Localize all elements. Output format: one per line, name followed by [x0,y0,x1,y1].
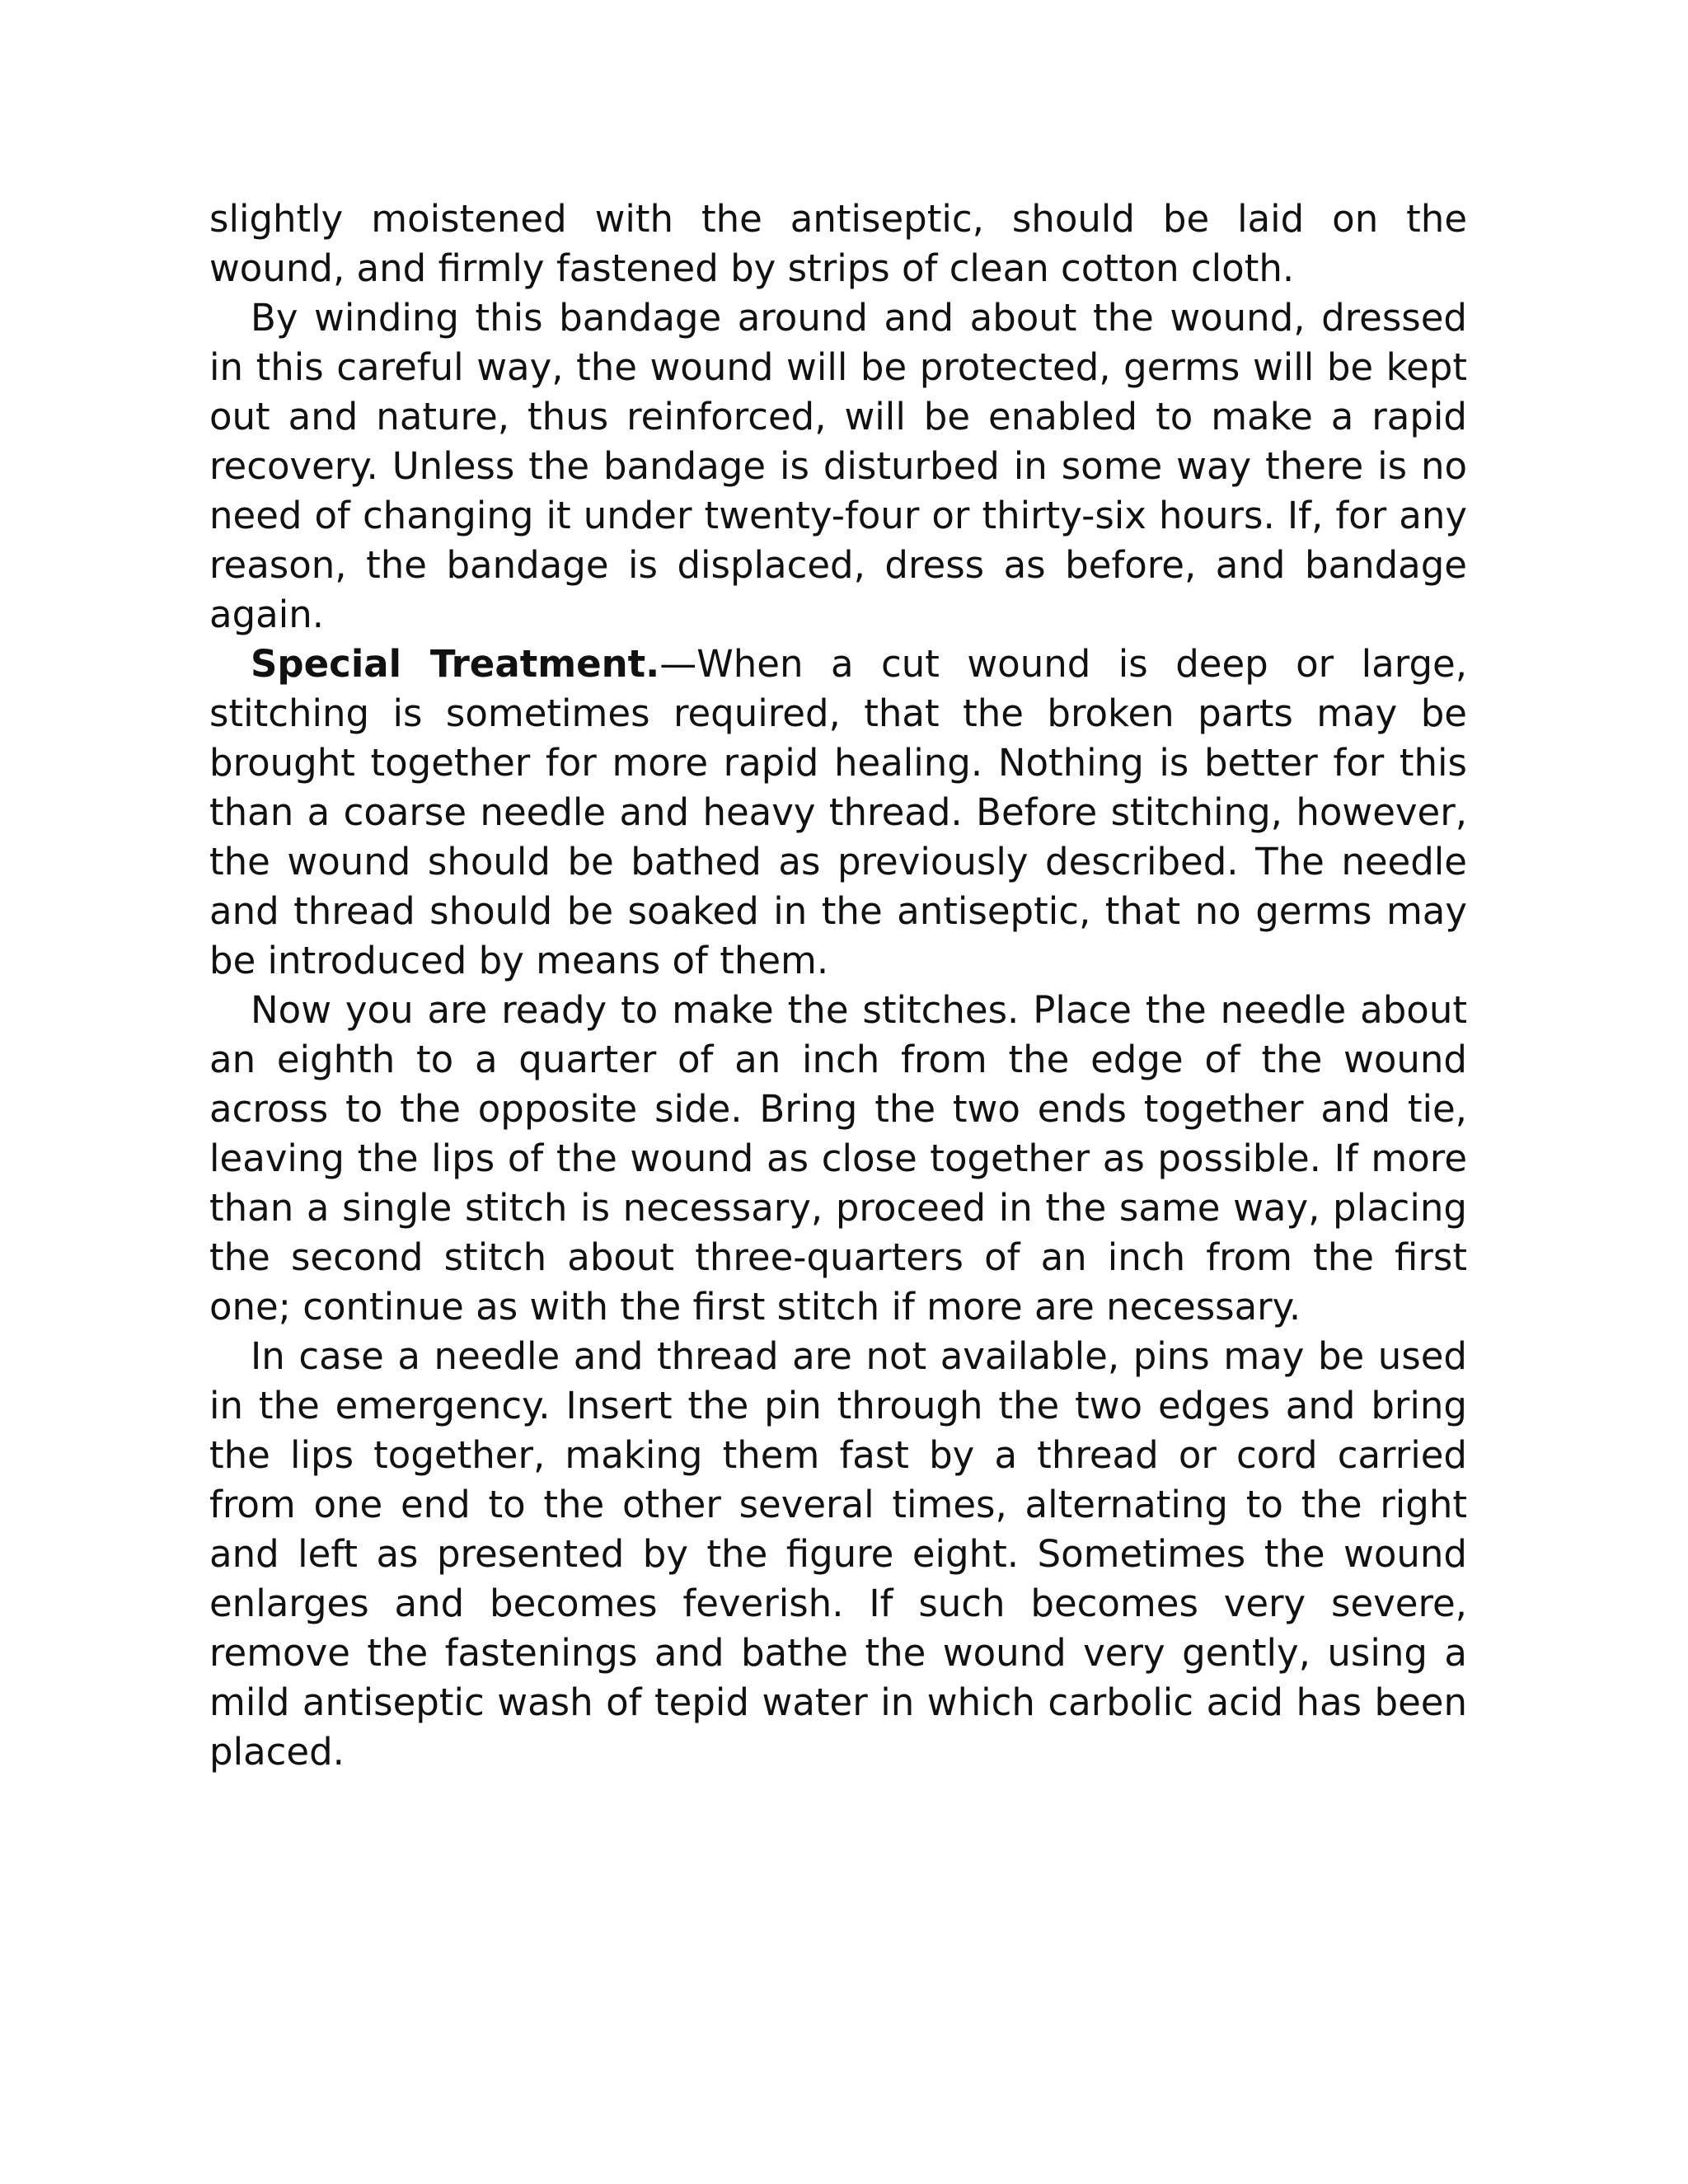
paragraph-stitches [209,986,1467,1332]
paragraph-special-treatment [209,640,1467,986]
section-heading: Special Treatment. [251,642,660,686]
paragraph-text: By winding this bandage around and about the wound, dressed in this careful way, the wound will be protected, germs will be kept out and nature, thus reinforced, will be enabled to make a rapid recovery. Unless the bandage is disturbed in some way there is no need of changing it under twenty-four or thirty-six hours. If, for any reason, the bandage is displaced, dress as before, and bandage again. [209,296,1467,636]
paragraph-continuation [209,194,1467,293]
paragraph-text: In case a needle and thread are not available, pins may be used in the emergency. Insert the pin through the two edges and bring the lips together, making them fast by a thread or cord carried from one end to the other several times, alternating to the right and left as presented by the figure eight. Sometimes the wound enlarges and becomes feverish. If such becomes very severe, remove the fastenings and bathe the wound very gently, using a mild antiseptic wash of tepid water in which carbolic acid has been placed. [209,1334,1467,1774]
paragraph-text: Now you are ready to make the stitches. Place the needle about an eighth to a quarter of an inch from the edge of the wound across to the opposite side. Bring the two ends together and tie, leaving the lips of the wound as close together as possible. If more than a single stitch is necessary, proceed in the same way, placing the second stitch about three-quarters of an inch from the first one; continue as with the first stitch if more are necessary. [209,988,1467,1329]
paragraph-text: slightly moistened with the antiseptic, should be laid on the wound, and firmly fastened by strips of clean cotton cloth. [209,197,1467,290]
paragraph-bandage-winding [209,293,1467,640]
paragraph-pins [209,1332,1467,1777]
paragraph-text: —When a cut wound is deep or large, stitching is sometimes required, that the broken parts may be brought together for more rapid healing. Nothing is better for this than a coarse needle and heavy thread. Before stitching, however, the wound should be bathed as previously described. The needle and thread should be soaked in the antiseptic, that no germs may be introduced by means of them. [209,642,1467,982]
page-body [209,194,1467,1777]
